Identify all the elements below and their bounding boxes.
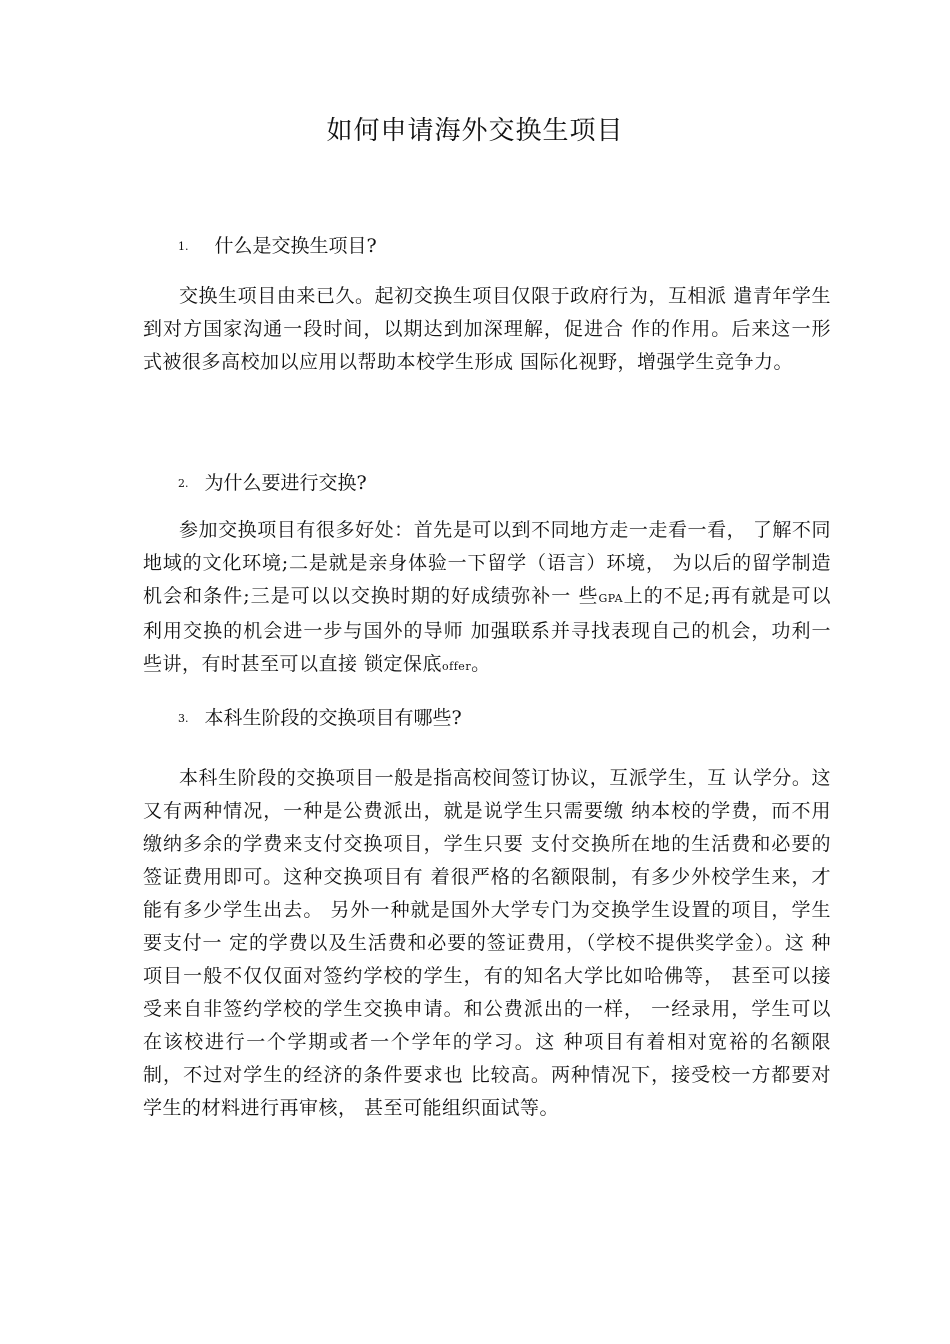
section-3-body: 本科生阶段的交换项目一般是指高校间签订协议，互派学生，互 认学分。这又有两种情况，一种是公费派出，就是说学生只需要缴 纳本校的学费，而不用缴纳多余的学费来支付交换项目，学生只要 支付交换所在地的生活费和必要的签证费用即可。这种交换项目有 着很严格的名额限制，有多少外校学生来，才能有多少学生出去。 另外一种就是国外大学专门为交换学生设置的项目，学生要支付一 定的学费以及生活费和必要的签证费用，（学校不提供奖学金）。这 种项目一般不仅仅面对签约学校的学生，有的知名大学比如哈佛等， 甚至可以接受来自非签约学校的学生交换申请。和公费派出的一样， 一经录用，学生可以在该校进行一个学期或者一个学年的学习。这 种项目有着相对宽裕的名额限制，不过对学生的经济的条件要求也 比较高。两种情况下，接受校一方都要对学生的材料进行再审核， 甚至可能组织面试等。 xyxy=(143,767,831,1119)
offer-term: offer xyxy=(442,660,472,673)
document-title: 如何申请海外交换生项目 xyxy=(326,116,624,146)
gpa-term: GPA xyxy=(598,592,624,605)
section-3-heading-text: 本科生阶段的交换项目有哪些? xyxy=(204,707,462,729)
section-1-heading xyxy=(178,232,377,261)
section-2-body xyxy=(143,514,831,683)
section-1-number: 1. xyxy=(178,240,189,253)
section-2-body-part3: 。 xyxy=(471,653,491,675)
section-2-body-part2: 上的不足;再有就是可以利用交换的机会进一步与国外的导师 加强联系并寻找表现自己的机会，功利一些讲，有时甚至可以直接 锁定保底 xyxy=(143,585,831,675)
section-3-heading xyxy=(178,704,462,733)
section-1-heading-text: 什么是交换生项目? xyxy=(214,235,377,257)
section-1-body: 交换生项目由来已久。起初交换生项目仅限于政府行为，互相派 遣青年学生到对方国家沟通一段时间，以期达到加深理解，促进合 作的作用。后来这一形式被很多高校加以应用以帮助本校学生形成 国际化视野，增强学生竞争力。 xyxy=(143,285,831,373)
section-3-number: 3. xyxy=(178,712,189,725)
section-2-body-part1: 参加交换项目有很多好处：首先是可以到不同地方走一走看一看， 了解不同地域的文化环境;二是就是亲身体验一下留学（语言）环境， 为以后的留学制造机会和条件;三是可以以交换时期的好成绩弥补一 些 xyxy=(143,519,831,607)
section-2-number: 2. xyxy=(178,477,189,490)
section-2-heading-text: 为什么要进行交换? xyxy=(204,472,367,494)
section-2-heading xyxy=(178,469,367,498)
